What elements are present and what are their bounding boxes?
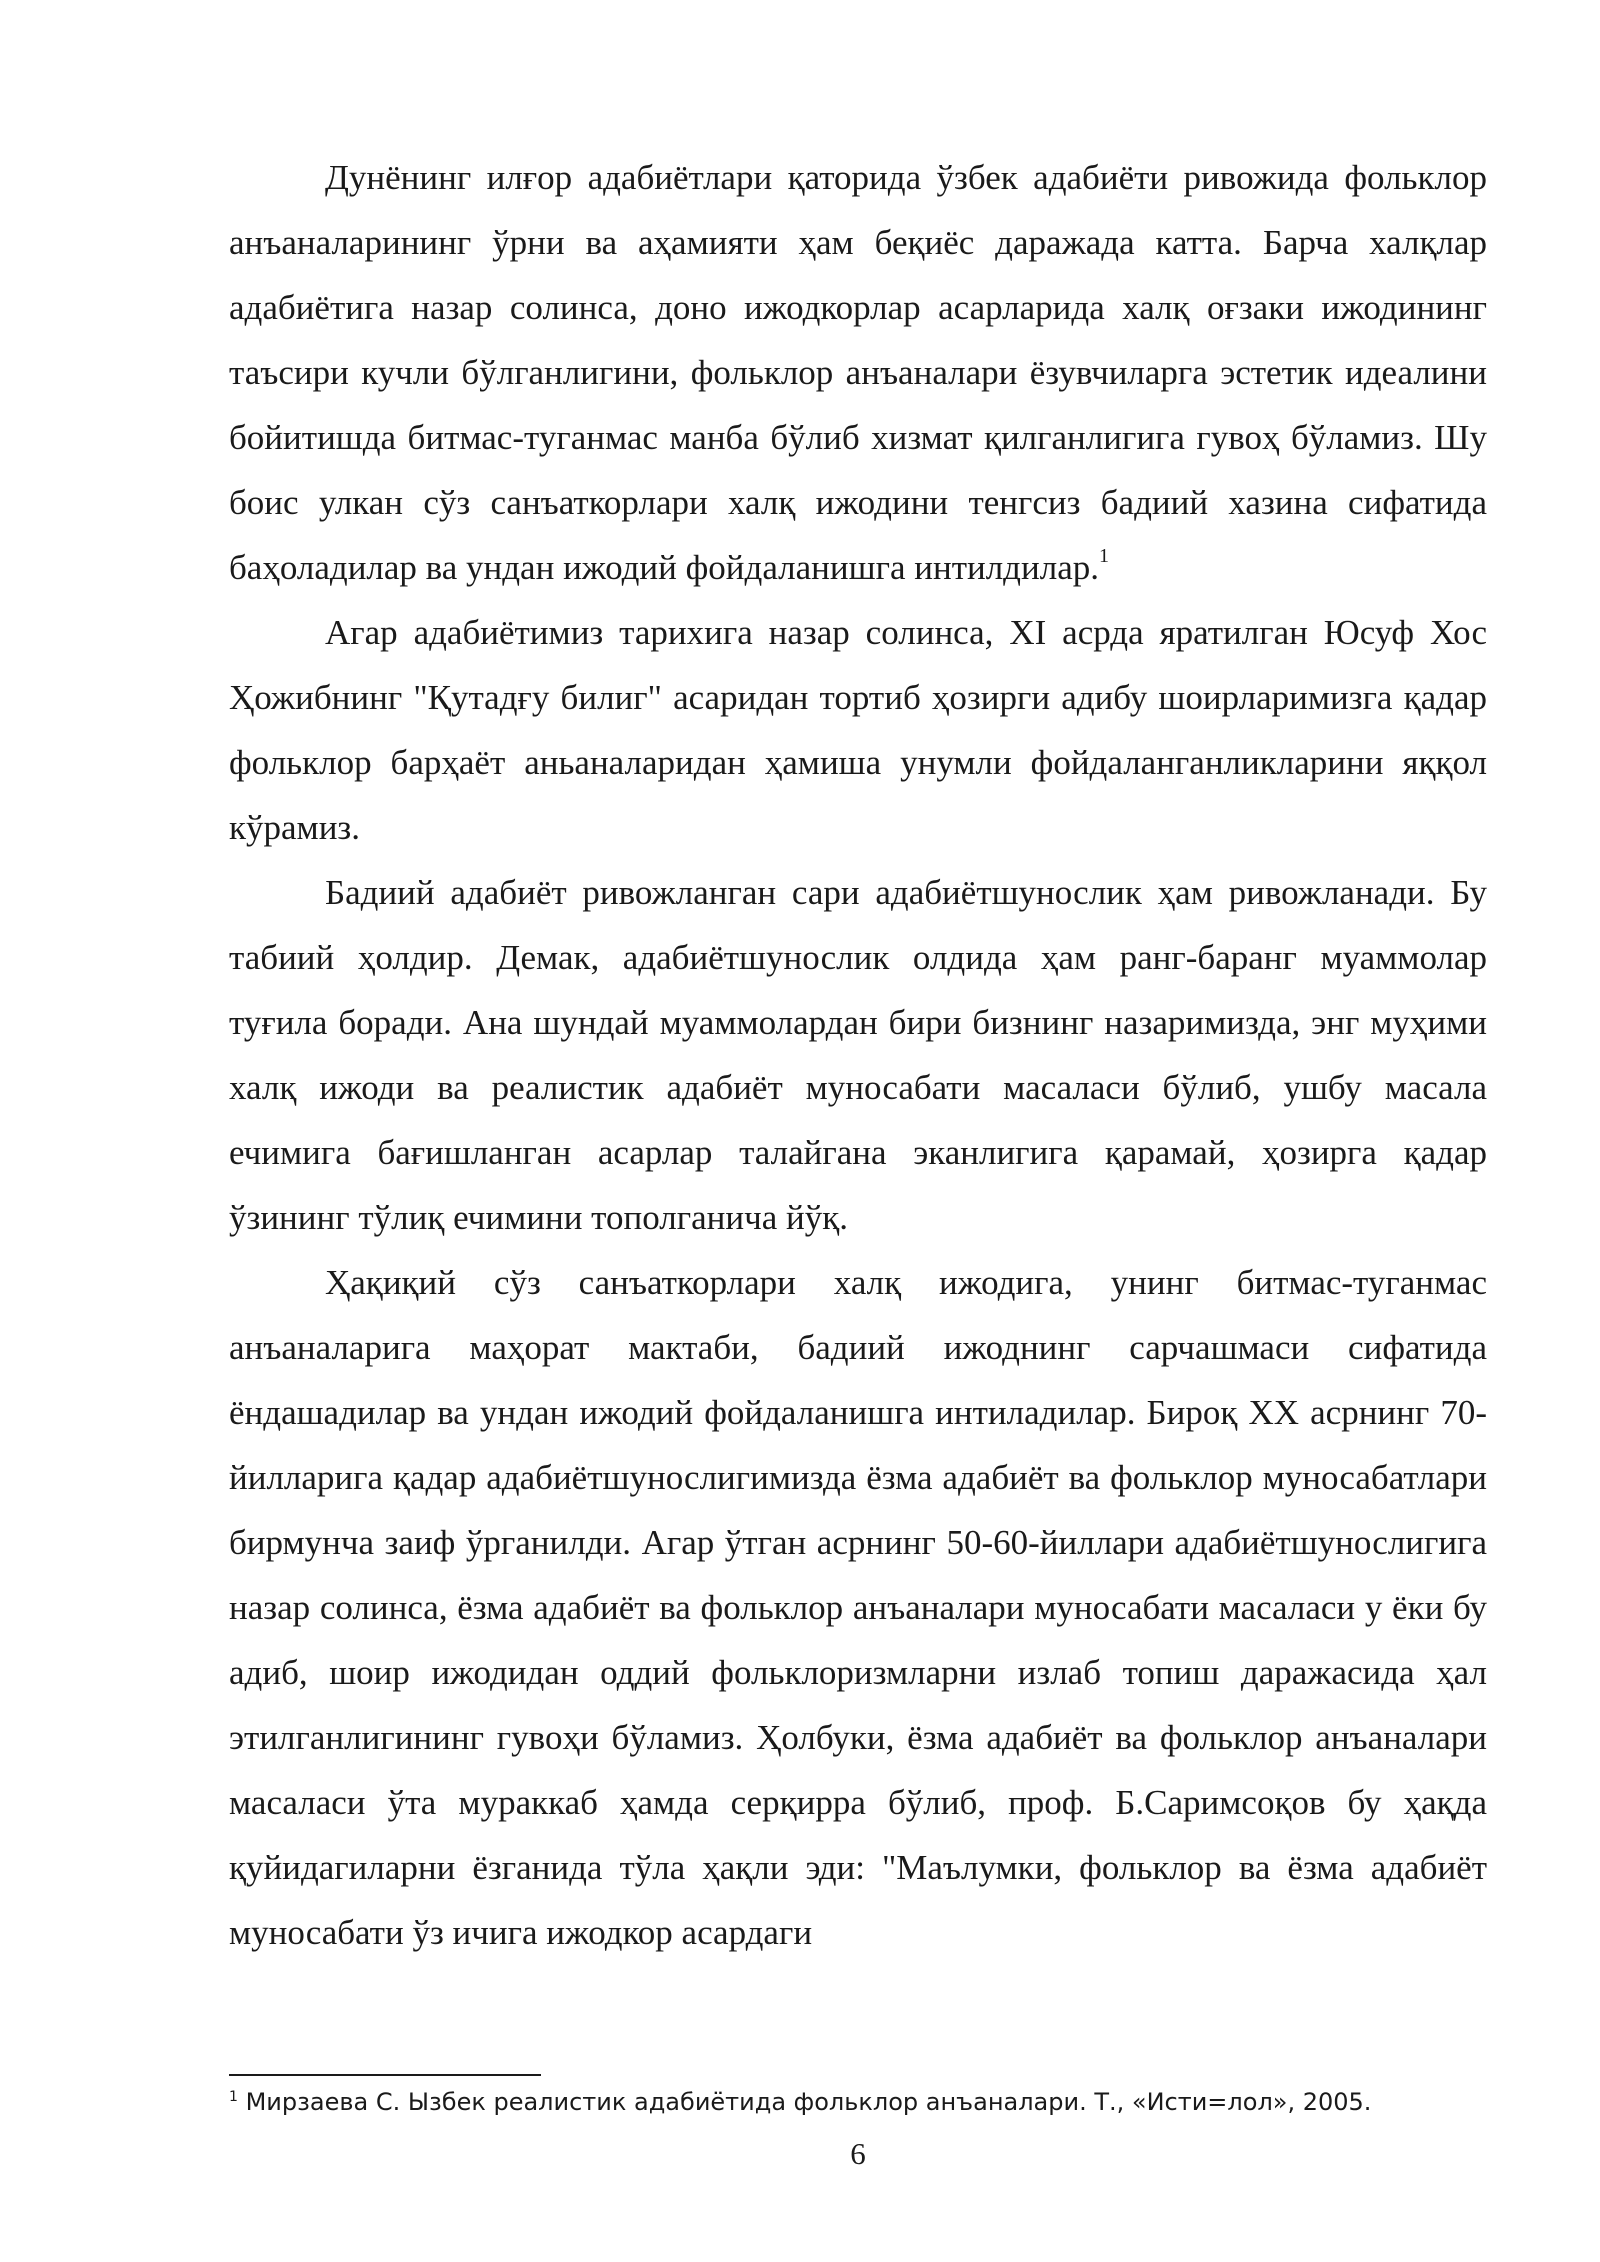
footnote-marker: 1 [229,2089,238,2105]
footnote [229,2085,1487,2119]
paragraph-1-text: Дунёнинг илғор адабиётлари қаторида ўзбек адабиёти ривожида фольклор анъаналарининг ўрни ва аҳамияти ҳам беқиёс даражада катта. Барча халқлар адабиётига назар солинса, доно ижодкорлар асарларида халқ оғзаки ижодининг таъсири кучли бўлганлигини, фольклор анъаналари ёзувчиларга эстетик идеалини бойитишда битмас-туганмас манба бўлиб хизмат қилганлигига гувоҳ бўламиз. Шу боис улкан сўз санъаткорлари халқ ижодини тенгсиз бадиий хазина сифатида баҳоладилар ва ундан ижодий фойдаланишга интилдилар. [229,158,1487,587]
paragraph-4: Ҳақиқий сўз санъаткорлари халқ ижодига, унинг битмас-туганмас анъаналарига маҳорат мактаби, бадиий ижоднинг сарчашмаси сифатида ёндашадилар ва ундан ижодий фойдаланишга интиладилар. Бироқ XX асрнинг 70-йилларига қадар адабиётшунослигимизда ёзма адабиёт ва фольклор муносабатлари бирмунча заиф ўрганилди. Агар ўтган асрнинг 50-60-йиллари адабиётшунослигига назар солинса, ёзма адабиёт ва фольклор анъаналари муносабати масаласи у ёки бу адиб, шоир ижодидан оддий фольклоризмларни излаб топиш даражасида ҳал этилганлигининг гувоҳи бўламиз. Ҳолбуки, ёзма адабиёт ва фольклор анъаналари масаласи ўта мураккаб ҳамда серқирра бўлиб, проф. Б.Саримсоқов бу ҳақда қуйидагиларни ёзганида тўла ҳақли эди: "Маълумки, фольклор ва ёзма адабиёт муносабати ўз ичига ижодкор асардаги [229,1263,1487,1952]
paragraph-2: Агар адабиётимиз тарихига назар солинса, XI асрда яратилган Юсуф Хос Ҳожибнинг "Қутадғу билиг" асаридан тортиб ҳозирги адибу шоирларимизга қадар фольклор барҳаёт аньаналаридан ҳамиша унумли фойдаланганликларини яққол кўрамиз. [229,613,1487,847]
footnote-separator [229,2074,541,2076]
footnote-text: Мирзаева С. Ызбек реалистик адабиётида фольклор анъаналари. Т., «Исти=лол», 2005. [245,2088,1372,2116]
body-text [229,145,1487,1965]
footnote-reference[interactable]: 1 [1098,545,1109,568]
paragraph-3: Бадиий адабиёт ривожланган сари адабиётшунослик ҳам ривожланади. Бу табиий ҳолдир. Демак, адабиётшунослик олдида ҳам ранг-баранг муаммолар туғила боради. Ана шундай муаммолардан бири бизнинг назаримизда, энг муҳими халқ ижоди ва реалистик адабиёт муносабати масаласи бўлиб, ушбу масала ечимига бағишланган асарлар талайгана эканлигига қарамай, ҳозирга қадар ўзининг тўлиқ ечимини тополганича йўқ. [229,873,1487,1237]
page-number: 6 [850,2136,866,2171]
paragraph-1 [229,145,1487,600]
